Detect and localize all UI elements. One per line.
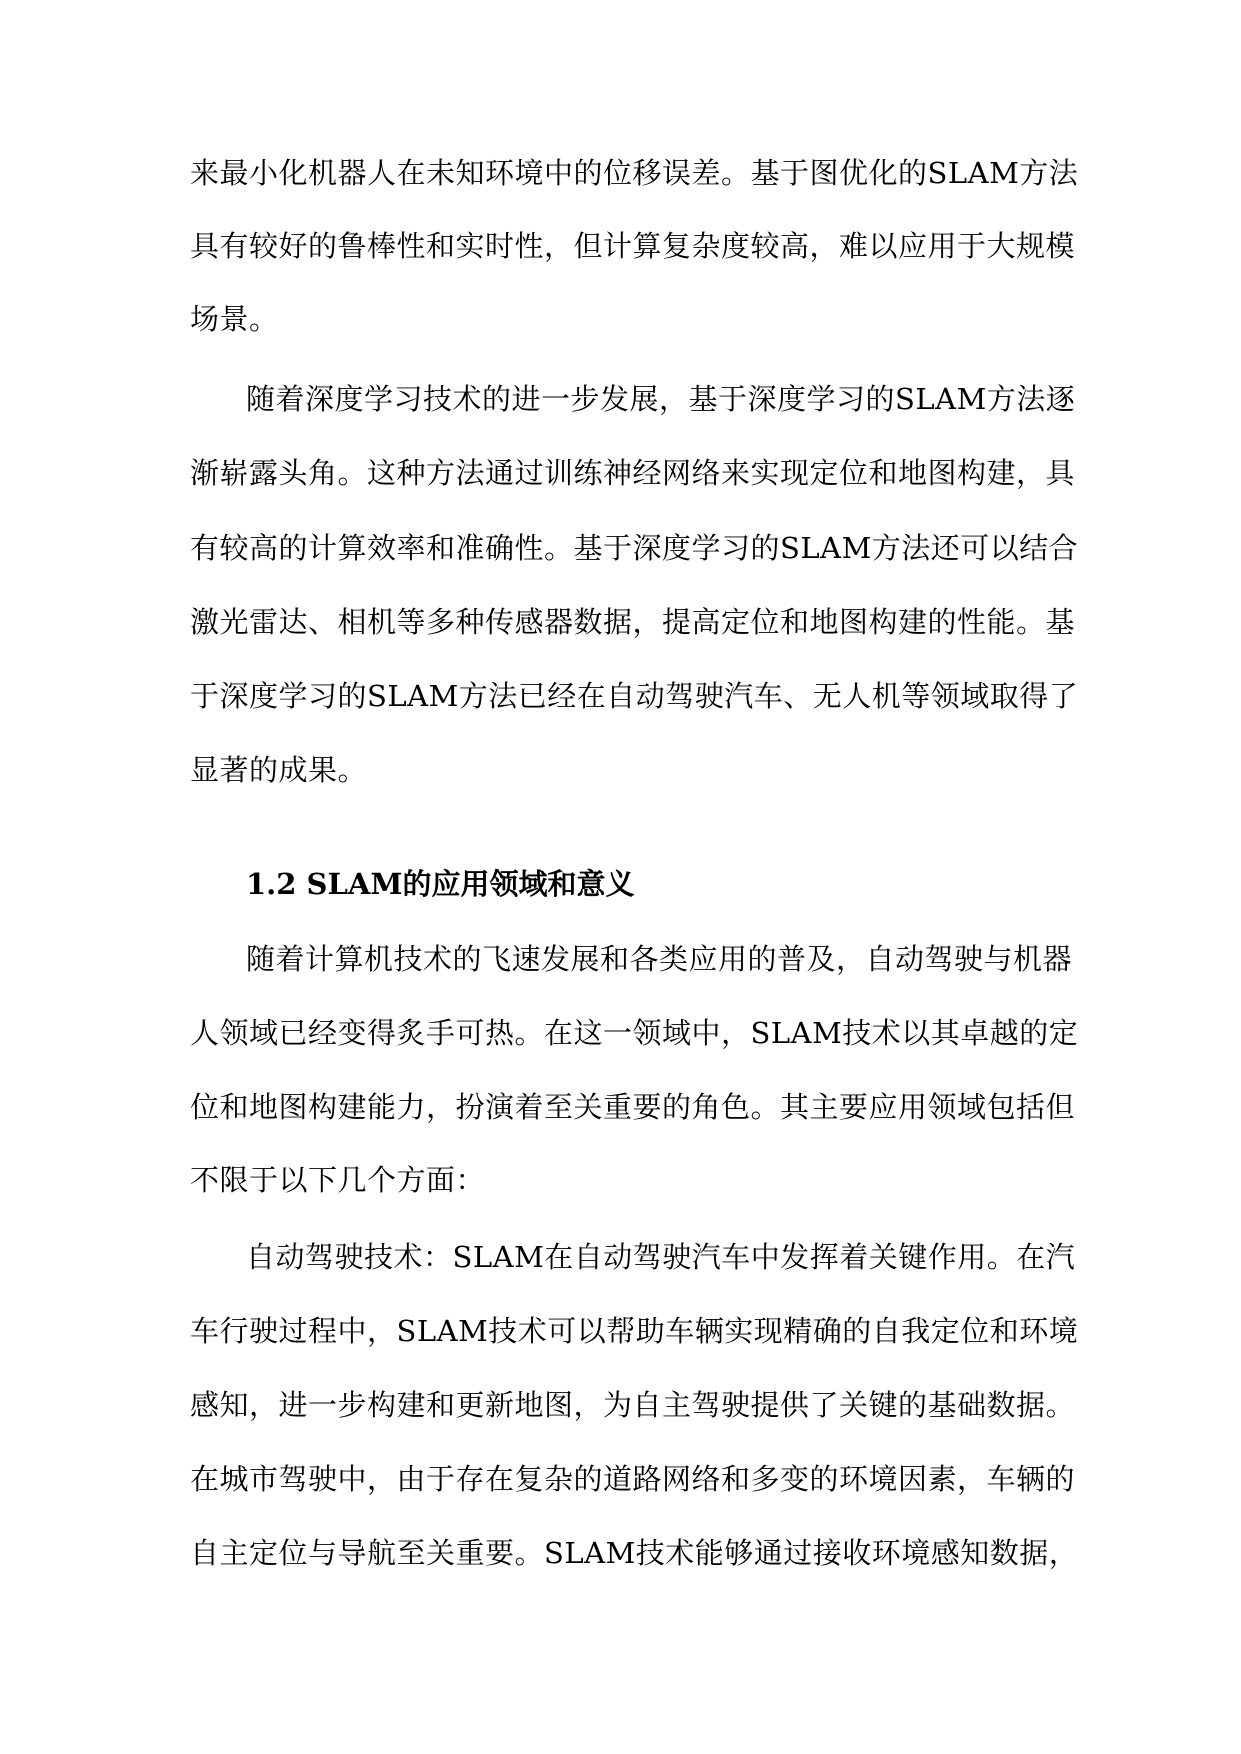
- paragraph-4-line-1: 自动驾驶技术：SLAM在自动驾驶汽车中发挥着关键作用。在汽: [246, 1240, 1076, 1274]
- paragraph-2-line-5: 于深度学习的SLAM方法已经在自动驾驶汽车、无人机等领域取得了: [190, 679, 1079, 713]
- paragraph-2-line-2: 渐崭露头角。这种方法通过训练神经网络来实现定位和地图构建，具: [190, 456, 1076, 490]
- paragraph-1-line-3: 场景。: [190, 302, 279, 336]
- paragraph-4-line-4: 在城市驾驶中，由于存在复杂的道路网络和多变的环境因素，车辆的: [190, 1462, 1076, 1496]
- paragraph-3-line-1: 随着计算机技术的飞速发展和各类应用的普及，自动驾驶与机器: [246, 942, 1073, 976]
- paragraph-1-line-2: 具有较好的鲁棒性和实时性，但计算复杂度较高，难以应用于大规模: [190, 229, 1076, 263]
- paragraph-2-line-4: 激光雷达、相机等多种传感器数据，提高定位和地图构建的性能。基: [190, 605, 1076, 639]
- paragraph-1-line-1: 来最小化机器人在未知环境中的位移误差。基于图优化的SLAM方法: [190, 156, 1079, 190]
- paragraph-2-line-1: 随着深度学习技术的进一步发展，基于深度学习的SLAM方法逐: [246, 382, 1076, 416]
- paragraph-4-line-5: 自主定位与导航至关重要。SLAM技术能够通过接收环境感知数据，: [190, 1536, 1079, 1570]
- paragraph-2-line-3: 有较高的计算效率和准确性。基于深度学习的SLAM方法还可以结合: [190, 531, 1079, 565]
- paragraph-3-line-3: 位和地图构建能力，扮演着至关重要的角色。其主要应用领域包括但: [190, 1090, 1076, 1124]
- paragraph-4-line-3: 感知，进一步构建和更新地图，为自主驾驶提供了关键的基础数据。: [190, 1388, 1076, 1422]
- section-heading: 1.2 SLAM的应用领域和意义: [246, 867, 635, 901]
- paragraph-4-line-2: 车行驶过程中，SLAM技术可以帮助车辆实现精确的自我定位和环境: [190, 1314, 1079, 1348]
- paragraph-2-line-6: 显著的成果。: [190, 753, 368, 787]
- paragraph-3-line-2: 人领域已经变得炙手可热。在这一领域中，SLAM技术以其卓越的定: [190, 1016, 1079, 1050]
- paragraph-3-line-4: 不限于以下几个方面：: [190, 1163, 486, 1197]
